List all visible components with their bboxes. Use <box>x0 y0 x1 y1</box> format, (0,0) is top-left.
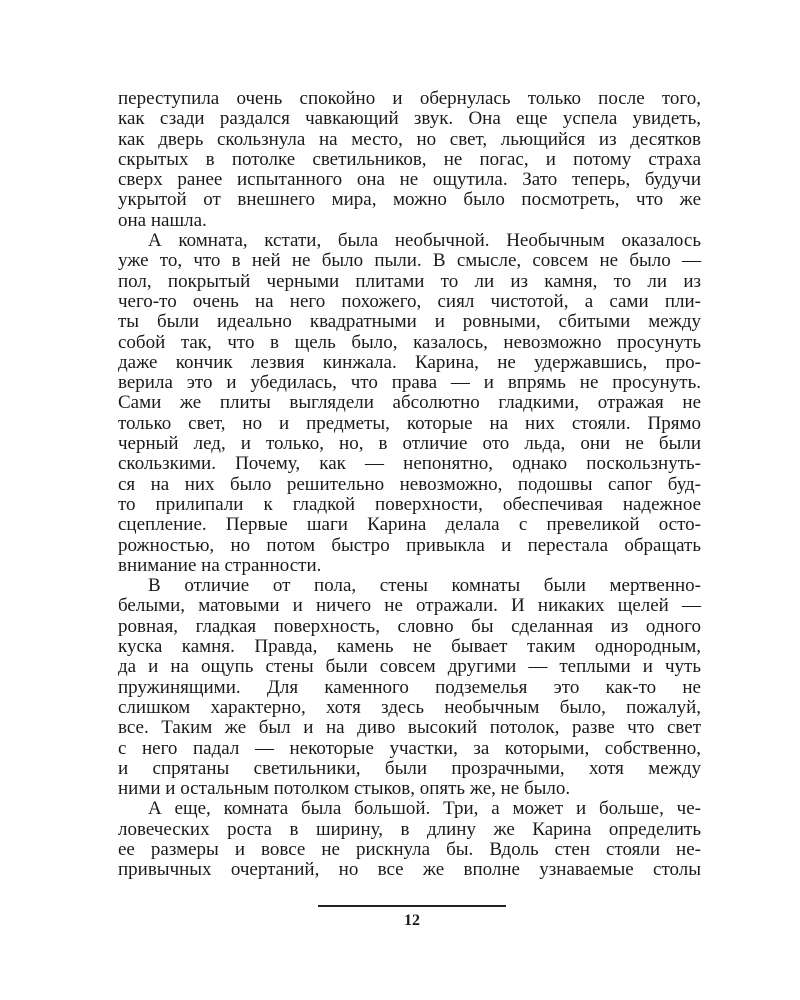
text-line: собой так, что в щель было, казалось, невозможно просунуть <box>118 331 701 353</box>
text-line: даже кончик лезвия кинжала. Карина, не удержавшись, про- <box>118 351 701 373</box>
text-line: с него падал — некоторые участки, за которыми, собственно, <box>118 737 701 759</box>
text-line: пол, покрытый черными плитами то ли из камня, то ли из <box>118 270 701 292</box>
text-line: ты были идеально квадратными и ровными, сбитыми между <box>118 311 701 333</box>
text-line: ними и остальным потолком стыков, опять же, не было. <box>118 778 571 800</box>
text-line: привычных очертаний, но все же вполне узнаваемые столы <box>118 859 701 881</box>
text-line: ся на них было решительно невозможно, подошвы сапог буд- <box>118 473 701 495</box>
text-line: уже то, что в ней не было пыли. В смысле, совсем не было — <box>118 250 701 272</box>
text-line: черный лед, и только, но, в отличие ото льда, они не были <box>118 433 701 455</box>
text-line: слишком характерно, хотя здесь необычным было, пожалуй, <box>118 696 701 718</box>
text-line: верила это и убедилась, что права — и впрямь не просунуть. <box>118 372 701 394</box>
text-line: переступила очень спокойно и обернулась только после того, <box>118 88 701 109</box>
text-line: белыми, матовыми и ничего не отражали. И никаких щелей — <box>118 595 701 617</box>
text-line: то прилипали к гладкой поверхности, обеспечивая надежное <box>118 493 701 515</box>
text-line: как сзади раздался чавкающий звук. Она еще успела увидеть, <box>118 108 701 130</box>
text-line: сцепление. Первые шаги Карина делала с превеликой осто- <box>118 514 701 536</box>
text-line: только свет, но и предметы, которые на них стояли. Прямо <box>118 412 701 434</box>
text-line: укрытой от внешнего мира, можно было посмотреть, что же <box>118 189 701 211</box>
text-line: да и на ощупь стены были совсем другими — теплыми и чуть <box>118 656 701 678</box>
text-line: ровная, гладкая поверхность, словно бы сделанная из одного <box>118 615 701 637</box>
text-line: чего-то очень на него похожего, сиял чистотой, а сами пли- <box>118 290 701 312</box>
text-line: как дверь скользнула на место, но свет, льющийся из десятков <box>118 128 701 150</box>
text-line: внимание на странности. <box>118 554 322 576</box>
text-line: ее размеры и вовсе не рискнула бы. Вдоль стен стояли не- <box>118 838 701 860</box>
page-number: 12 <box>404 912 420 929</box>
footer-rule <box>318 905 506 907</box>
text-line: рожностью, но потом быстро привыкла и перестала обращать <box>118 534 701 556</box>
text-line: куска камня. Правда, камень не бывает таким однородным, <box>118 636 701 658</box>
text-line: и спрятаны светильники, были прозрачными, хотя между <box>118 757 701 779</box>
text-line: В отличие от пола, стены комнаты были мертвенно- <box>148 575 701 597</box>
text-line: она нашла. <box>118 209 207 231</box>
body-text <box>118 89 701 881</box>
text-line: сверх ранее испытанного она не ощутила. Зато теперь, будучи <box>118 169 701 191</box>
text-line: пружинящими. Для каменного подземелья это как-то не <box>118 676 701 698</box>
text-line: А комната, кстати, была необычной. Необычным оказалось <box>148 230 701 252</box>
text-line: ловеческих роста в ширину, в длину же Карина определить <box>118 818 701 840</box>
text-line: все. Таким же был и на диво высокий потолок, разве что свет <box>118 717 701 739</box>
text-line: А еще, комната была большой. Три, а может и больше, че- <box>148 798 701 820</box>
text-line: Сами же плиты выглядели абсолютно гладкими, отражая не <box>118 392 701 414</box>
text-line: скользкими. Почему, как — непонятно, однако поскользнуть- <box>118 453 701 475</box>
text-line: скрытых в потолке светильников, не погас, и потому страха <box>118 148 701 170</box>
